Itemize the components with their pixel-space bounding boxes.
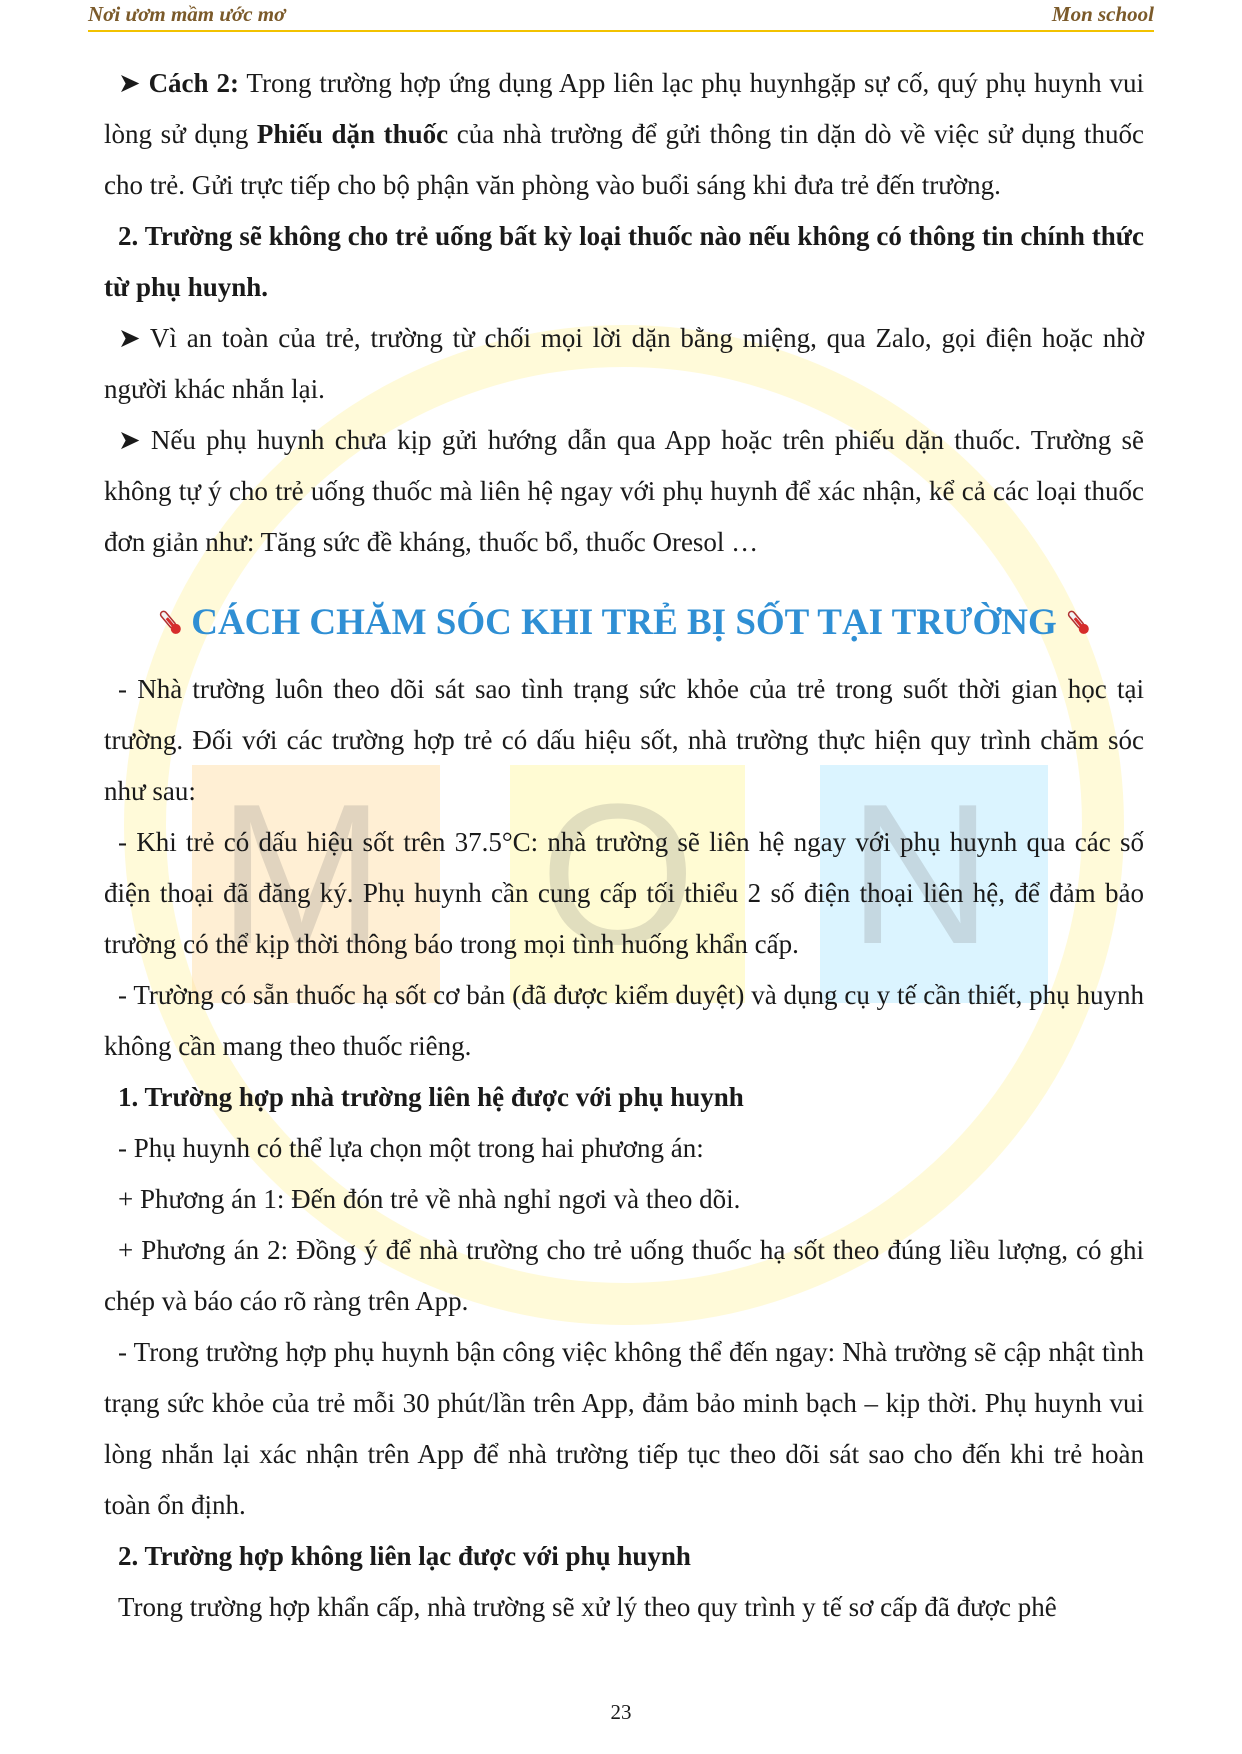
paragraph-text: Vì an toàn của trẻ, trường từ chối mọi lời dặn bằng miệng, qua Zalo, gọi điện hoặc nhờ người khác nhắn lại. bbox=[104, 323, 1145, 404]
header-rule bbox=[88, 30, 1154, 32]
header-school-name: Mon school bbox=[1051, 2, 1154, 26]
section-title: CÁCH CHĂM SÓC KHI TRẺ BỊ SỐT TẠI TRƯỜNG bbox=[191, 602, 1057, 643]
rule-2-heading: 2. Trường sẽ không cho trẻ uống bất kỳ loại thuốc nào nếu không có thông tin chính thức từ phụ huynh. bbox=[104, 221, 1144, 302]
paragraph-text: Trong trường hợp ứng dụng App liên lạc phụ huynhgặp sự cố, quý phụ huynh vui lòng sử dụng bbox=[104, 68, 1144, 149]
arrow-bullet: ➤ bbox=[118, 425, 151, 455]
paragraph-text: của nhà trường để gửi thông tin dặn dò về việc sử dụng thuốc cho trẻ. Gửi trực tiếp cho bộ phận văn phòng vào buổi sáng khi đưa trẻ đến trường. bbox=[104, 119, 1144, 200]
watermark-letter-n: N bbox=[848, 763, 993, 986]
paragraph-text: Nếu phụ huynh chưa kịp gửi hướng dẫn qua App hoặc trên phiếu dặn thuốc. Trường sẽ không tự ý cho trẻ uống thuốc mà liên hệ ngay với phụ huynh để xác nhận, kể cả các loại thuốc đơn giản như: Tăng sức đề kháng, thuốc bổ, thuốc Oresol … bbox=[104, 425, 1144, 557]
paragraph-options-intro: - Phụ huynh có thể lựa chọn một trong hai phương án: bbox=[118, 1133, 704, 1163]
case-1-heading: 1. Trường hợp nhà trường liên hệ được với phụ huynh bbox=[118, 1082, 744, 1112]
page-body bbox=[104, 58, 1144, 1633]
paragraph-fever-threshold: - Khi trẻ có dấu hiệu sốt trên 37.5°C: nhà trường sẽ liên hệ ngay với phụ huynh qua các số điện thoại đã đăng ký. Phụ huynh cần cung cấp tối thiểu 2 số điện thoại liên hệ, để đảm bảo trường có thể kịp thời thông báo trong mọi tình huống khẩn cấp. bbox=[104, 827, 1144, 959]
method-2-label: Cách 2: bbox=[148, 68, 239, 98]
arrow-bullet: ➤ bbox=[118, 323, 150, 353]
thermometer-icon bbox=[1067, 589, 1089, 619]
header-slogan: Nơi ươm mầm ước mơ bbox=[88, 2, 286, 26]
paragraph-option-1: + Phương án 1: Đến đón trẻ về nhà nghỉ ngơi và theo dõi. bbox=[118, 1184, 741, 1214]
paragraph-busy-parent: - Trong trường hợp phụ huynh bận công việc không thể đến ngay: Nhà trường sẽ cập nhật tình trạng sức khỏe của trẻ mỗi 30 phút/lần trên App, đảm bảo minh bạch – kịp thời. Phụ huynh vui lòng nhắn lại xác nhận trên App để nhà trường tiếp tục theo dõi sát sao cho đến khi trẻ hoàn toàn ổn định. bbox=[104, 1337, 1144, 1520]
paragraph-safety bbox=[104, 313, 1144, 415]
watermark-letter-m: M bbox=[218, 763, 385, 986]
medicine-form-label: Phiếu dặn thuốc bbox=[256, 119, 449, 149]
case-2-heading: 2. Trường hợp không liên lạc được với phụ huynh bbox=[118, 1541, 691, 1571]
section-heading bbox=[104, 586, 1144, 660]
paragraph-emergency: Trong trường hợp khẩn cấp, nhà trường sẽ xử lý theo quy trình y tế sơ cấp đã được phê bbox=[118, 1592, 1057, 1622]
arrow-bullet: ➤ bbox=[118, 68, 149, 98]
paragraph-method-2 bbox=[104, 58, 1144, 211]
paragraph-no-instruction bbox=[104, 415, 1144, 568]
paragraph-monitoring: - Nhà trường luôn theo dõi sát sao tình trạng sức khỏe của trẻ trong suốt thời gian học tại trường. Đối với các trường hợp trẻ có dấu hiệu sốt, nhà trường thực hiện quy trình chăm sóc như sau: bbox=[104, 674, 1144, 806]
paragraph-medicine-available: - Trường có sẵn thuốc hạ sốt cơ bản (đã được kiểm duyệt) và dụng cụ y tế cần thiết, phụ huynh không cần mang theo thuốc riêng. bbox=[104, 980, 1144, 1061]
watermark-letter-o: O bbox=[540, 763, 696, 986]
page-number: 23 bbox=[610, 1700, 632, 1724]
page-header bbox=[88, 2, 1154, 28]
paragraph-option-2: + Phương án 2: Đồng ý để nhà trường cho trẻ uống thuốc hạ sốt theo đúng liều lượng, có ghi chép và báo cáo rõ ràng trên App. bbox=[104, 1235, 1144, 1316]
thermometer-icon bbox=[159, 589, 181, 619]
